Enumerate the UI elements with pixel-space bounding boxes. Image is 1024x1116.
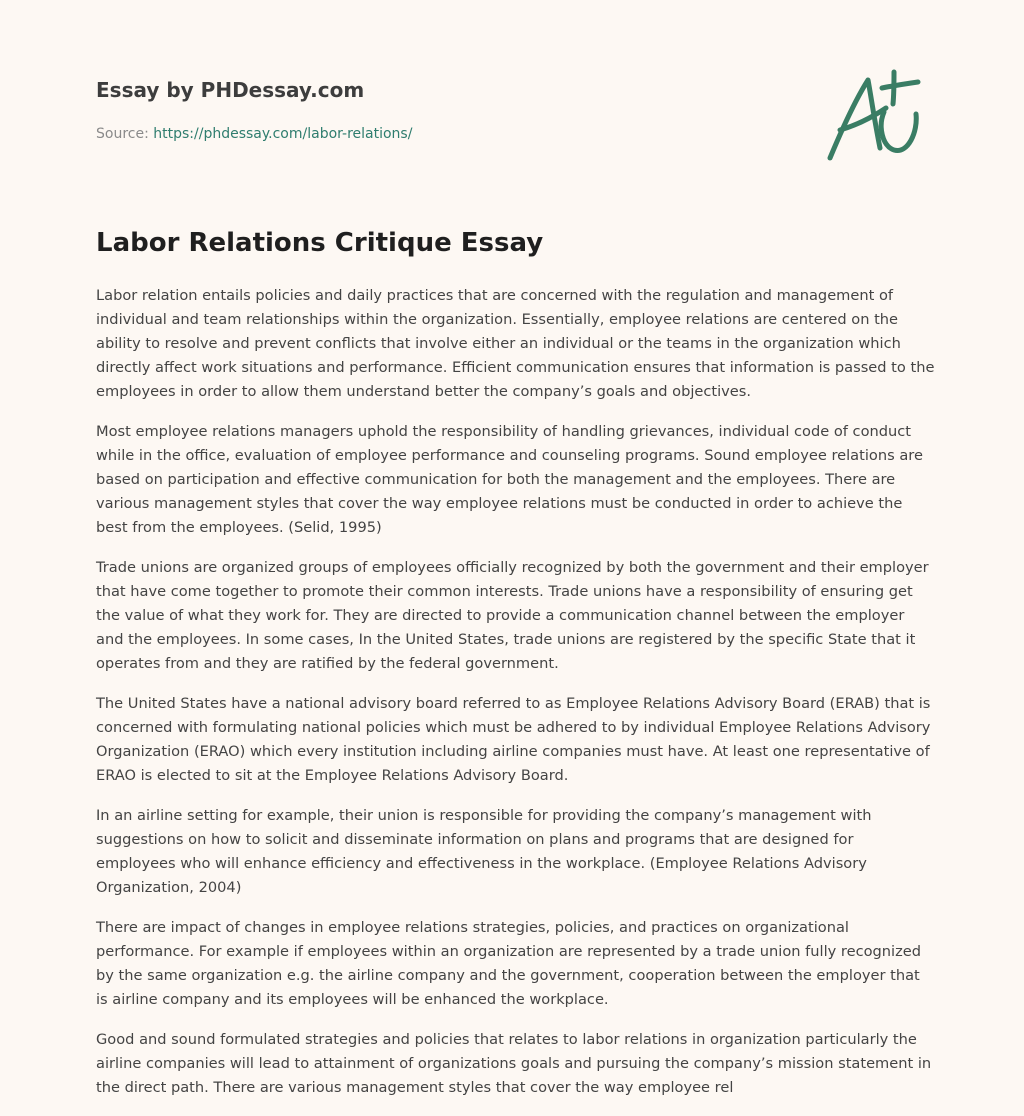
essay-title: Labor Relations Critique Essay — [96, 228, 544, 258]
essay-paragraph: In an airline setting for example, their union is responsible for providing the company’s management with suggestions on how to solicit and disseminate information on plans and programs that are designed for employees who will enhance efficiency and effectiveness in the workplace. (Employee Relations Advisory Organization, 2004) — [96, 807, 872, 896]
source-label: Source: — [96, 126, 149, 142]
essay-paragraph: The United States have a national advisory board referred to as Employee Relations Advisory Board (ERAB) that is concerned with formulating national policies which must be adhered to by individual Employee Relations Advisory Organization (ERAO) which every institution including airline companies must have. At least one representative of ERAO is elected to sit at the Employee Relations Advisory Board. — [96, 695, 931, 784]
essay-paragraph: Good and sound formulated strategies and policies that relates to labor relations in organization particularly the airline companies will lead to attainment of organizations goals and pursuing the company’s mission statement in the direct path. There are various management styles that cover the way employee rel — [96, 1031, 932, 1096]
essay-paragraph: Trade unions are organized groups of employees officially recognized by both the government and their employer that have come together to promote their common interests. Trade unions have a responsibility of ensuring get the value of what they work for. They are directed to provide a communication channel between the employer and the employees. In some cases, In the United States, trade unions are registered by the specific State that it operates from and they are ratified by the federal government. — [96, 559, 929, 672]
essay-body — [96, 284, 936, 1116]
header — [96, 76, 928, 176]
a-plus-grade-icon — [824, 68, 928, 164]
essay-paragraph: There are impact of changes in employee relations strategies, policies, and practices on organizational performance. For example if employees within an organization are represented by a trade union fully recognized by the same organization e.g. the airline company and the government, cooperation between the employer that is airline company and its employees will be enhanced the workplace. — [96, 919, 922, 1008]
source-line — [96, 124, 928, 144]
essay-paragraph: Most employee relations managers uphold the responsibility of handling grievances, individual code of conduct while in the office, evaluation of employee performance and counseling programs. Sound employee relations are based on participation and effective communication for both the management and the employees. There are various management styles that cover the way employee relations must be conducted in order to achieve the best from the employees. (Selid, 1995) — [96, 423, 923, 536]
site-brand: Essay by PHDessay.com — [96, 78, 365, 102]
essay-paragraph: Labor relation entails policies and daily practices that are concerned with the regulation and management of individual and team relationships within the organization. Essentially, employee relations are centered on the ability to resolve and prevent conflicts that involve either an individual or the teams in the organization which directly affect work situations and performance. Efficient communication ensures that information is passed to the employees in order to allow them understand better the company’s goals and objectives. — [96, 287, 935, 400]
source-link[interactable]: https://phdessay.com/labor-relations/ — [153, 126, 413, 142]
